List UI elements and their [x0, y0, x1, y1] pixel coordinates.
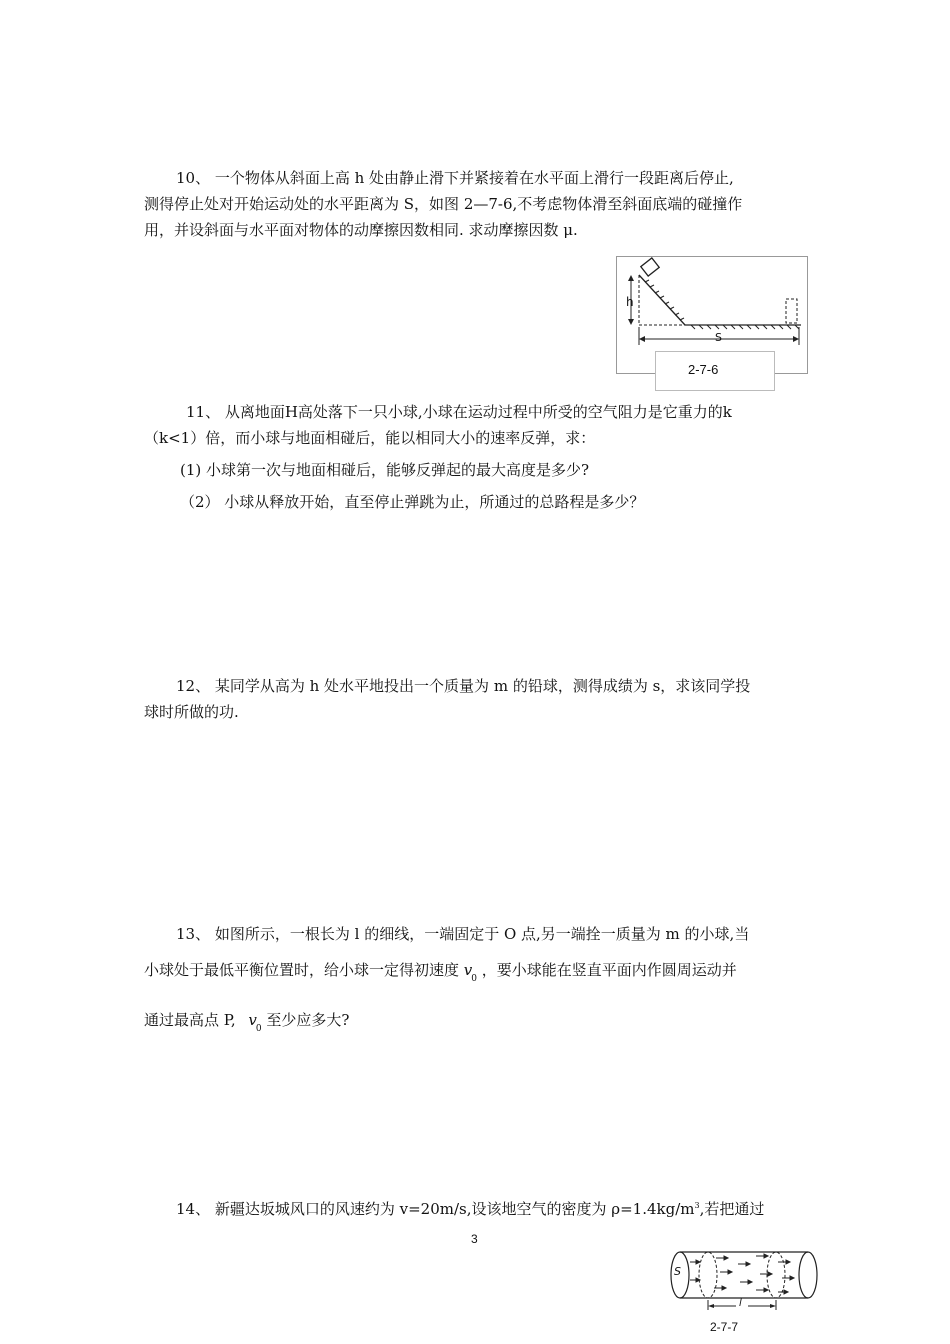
q14-line-1a: 14、 新疆达坂城风口的风速约为 v=20m/s,设该地空气的密度为 ρ=1.4kg/m: [176, 1200, 695, 1218]
q13-line-3a: 通过最高点 P,: [144, 1011, 236, 1029]
figure-caption: 2-7-6: [688, 362, 719, 377]
figure-caption-2: 2-7-7: [710, 1320, 739, 1334]
q13-line-2a: 小球处于最低平衡位置时，给小球一定得初速度: [144, 961, 460, 979]
block-end: [786, 299, 797, 323]
q13-line-1: 13、 如图所示，一根长为 l 的细线，一端固定于 O 点,另一端拴一质量为 m 的小球,当: [176, 925, 750, 943]
q10-line-3: 用，并设斜面与水平面对物体的动摩擦因数相同. 求动摩擦因数 μ.: [144, 221, 578, 239]
q13-line-3: [144, 1008, 349, 1035]
q10-line-2: 测得停止处对开始运动处的水平距离为 S，如图 2—7-6,不考虑物体滑至斜面底端的碰撞作: [144, 195, 743, 213]
q14-superscript: 3: [694, 1201, 700, 1210]
block-start: [641, 258, 659, 276]
q13-line-2b: ，要小球能在竖直平面内作圆周运动并: [481, 961, 737, 979]
q13-line-3b: 至少应多大?: [266, 1011, 350, 1029]
v0-symbol-2: v: [248, 1011, 257, 1029]
q12-line-1: 12、 某同学从高为 h 处水平地投出一个质量为 m 的铅球，测得成绩为 s，求该同学投: [176, 677, 751, 695]
q14-line-1: [176, 1194, 764, 1221]
q11-line-1: 11、 从离地面H高处落下一只小球,小球在运动过程中所受的空气阻力是它重力的k: [186, 403, 732, 421]
figure-2-7-7: [666, 1248, 822, 1340]
label-s-area: S: [674, 1265, 681, 1278]
label-s: S: [715, 331, 722, 344]
q11-sub-1: (1) 小球第一次与地面相碰后，能够反弹起的最大高度是多少?: [180, 461, 590, 479]
label-l: l: [739, 1298, 742, 1309]
caption-box: [655, 351, 775, 391]
figure-2-7-6: [616, 256, 808, 377]
label-h: h: [626, 295, 634, 309]
q13-line-2: [144, 958, 737, 985]
q11-sub-2: （2） 小球从释放开始，直至停止弹跳为止，所通过的总路程是多少？: [180, 493, 645, 511]
v0-subscript-2: 0: [255, 1024, 262, 1034]
incline-line: [639, 275, 685, 325]
v0-symbol: v: [463, 961, 473, 979]
air-tube-diagram: [666, 1248, 822, 1312]
q10-line-1: 10、 一个物体从斜面上高 h 处由静止滑下并紧接着在水平面上滑行一段距离后停止,: [176, 169, 734, 187]
q11-line-2: （k<1）倍，而小球与地面相碰后，能以相同大小的速率反弹，求：: [144, 429, 596, 447]
q14-line-1b: ,若把通过: [699, 1200, 765, 1218]
q12-line-2: 球时所做的功.: [144, 703, 239, 721]
page-number: 3: [471, 1232, 478, 1246]
incline-diagram: [617, 257, 807, 349]
v0-subscript: 0: [471, 974, 478, 984]
